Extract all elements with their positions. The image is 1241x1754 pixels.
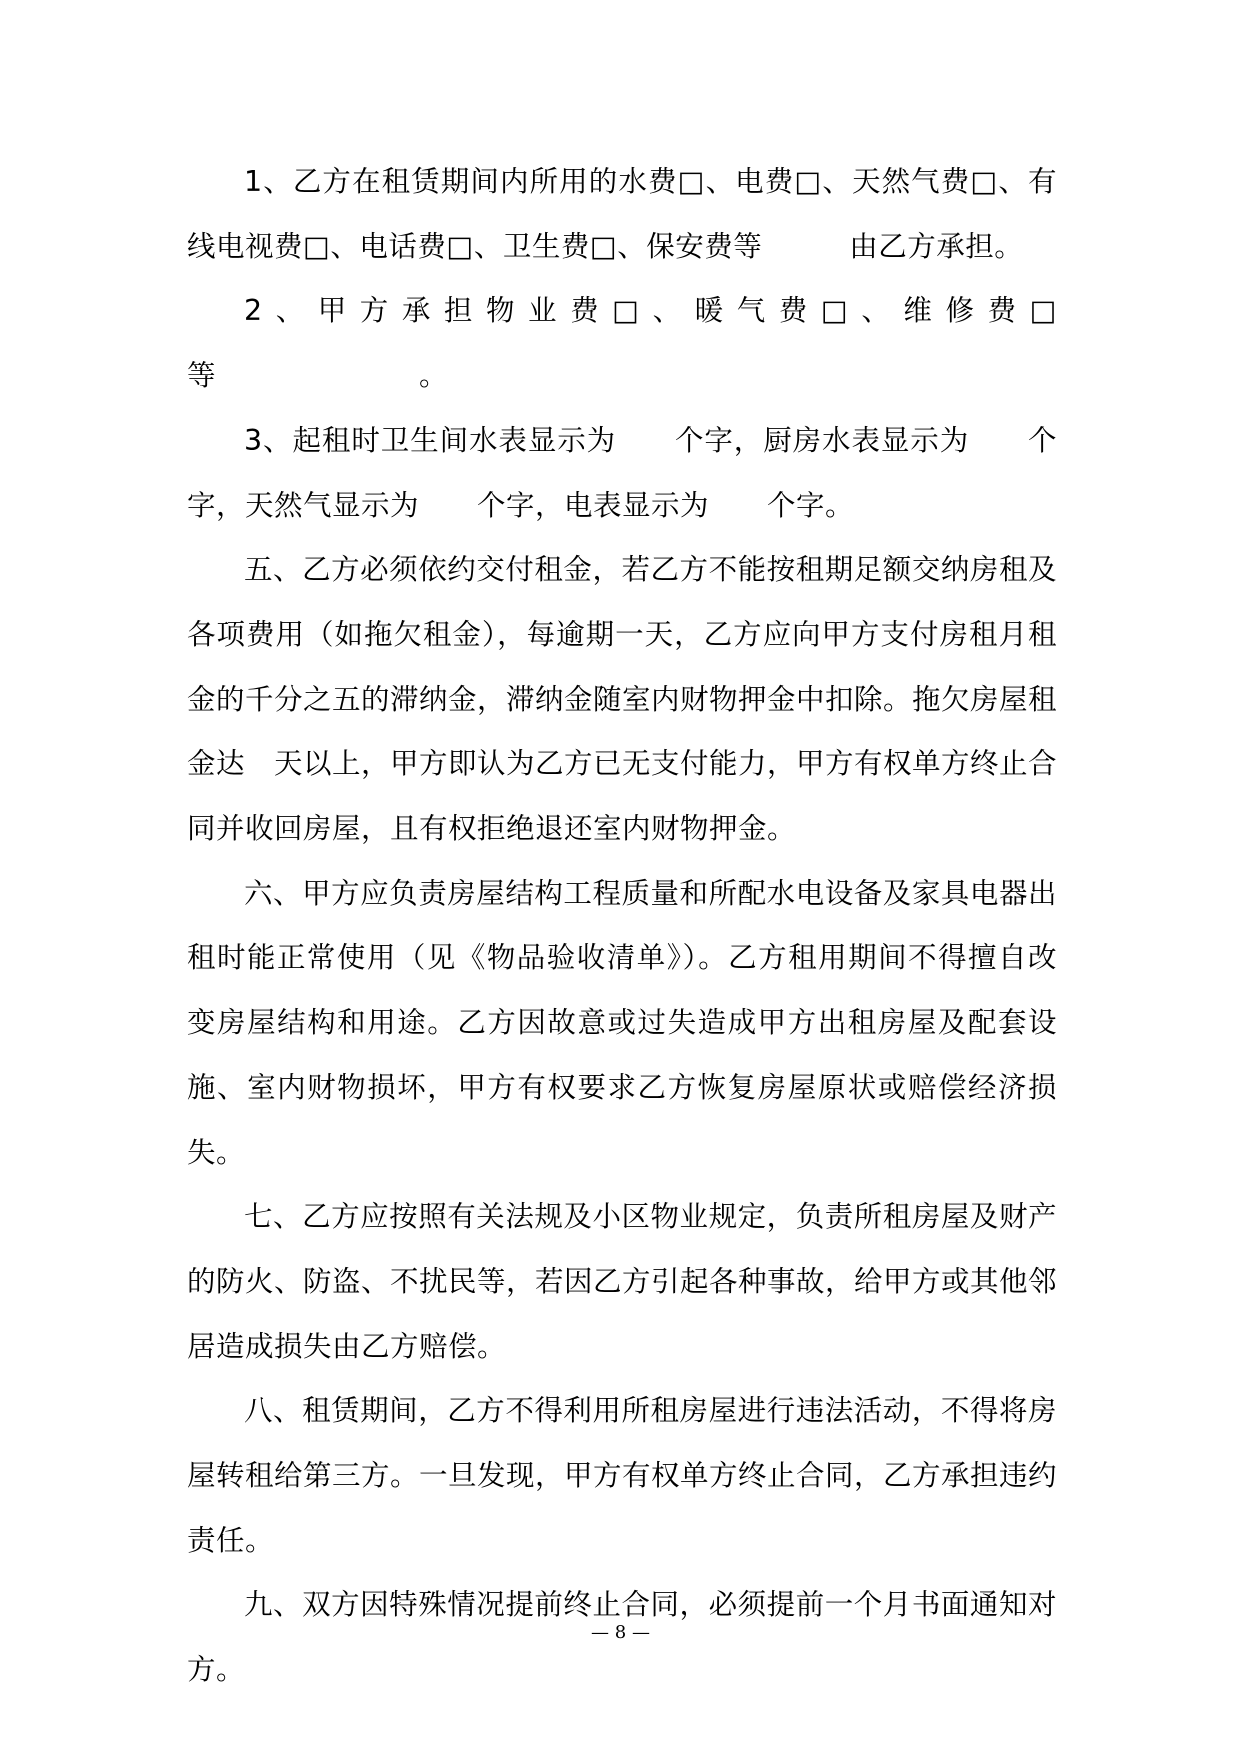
clause-2-landlord-fees: 2、甲方承担物业费□、暖气费□、维修费□等 。 (187, 294, 1057, 393)
document-body (187, 150, 1057, 1703)
clause-7-safety: 七、乙方应按照有关法规及小区物业规定，负责所租房屋及财产的防火、防盗、不扰民等，若因乙方引起各种事故，给甲方或其他邻居造成损失由乙方赔偿。 (187, 1200, 1058, 1363)
clause-6-landlord-duties: 六、甲方应负责房屋结构工程质量和所配水电设备及家具电器出租时能正常使用（见《物品验收清单》）。乙方租用期间不得擅自改变房屋结构和用途。乙方因故意或过失造成甲方出租房屋及配套设施、室内财物损坏，甲方有权要求乙方恢复房屋原状或赔偿经济损失。 (187, 876, 1057, 1169)
clause-1-utilities: 1、乙方在租赁期间内所用的水费□、电费□、天然气费□、有线电视费□、电话费□、卫生费□、保安费等 由乙方承担。 (187, 165, 1057, 263)
clause-3-meter-readings: 3、起租时卫生间水表显示为 个字，厨房水表显示为 个字，天然气显示为 个字，电表显示为 个字。 (187, 423, 1057, 522)
page-number: — 8 — (591, 1622, 650, 1643)
clause-8-prohibited-use: 八、租赁期间，乙方不得利用所租房屋进行违法活动，不得将房屋转租给第三方。一旦发现，甲方有权单方终止合同，乙方承担违约责任。 (187, 1394, 1058, 1557)
clause-5-rent-payment: 五、乙方必须依约交付租金，若乙方不能按租期足额交纳房租及各项费用（如拖欠租金），每逾期一天，乙方应向甲方支付房租月租金的千分之五的滞纳金，滞纳金随室内财物押金中扣除。拖欠房屋租金达 天以上，甲方即认为乙方已无支付能力，甲方有权单方终止合同并收回房屋，且有权拒绝退还室内财物押金。 (187, 553, 1058, 846)
clause-9-early-termination: 九、双方因特殊情况提前终止合同，必须提前一个月书面通知对方。 (187, 1588, 1057, 1687)
